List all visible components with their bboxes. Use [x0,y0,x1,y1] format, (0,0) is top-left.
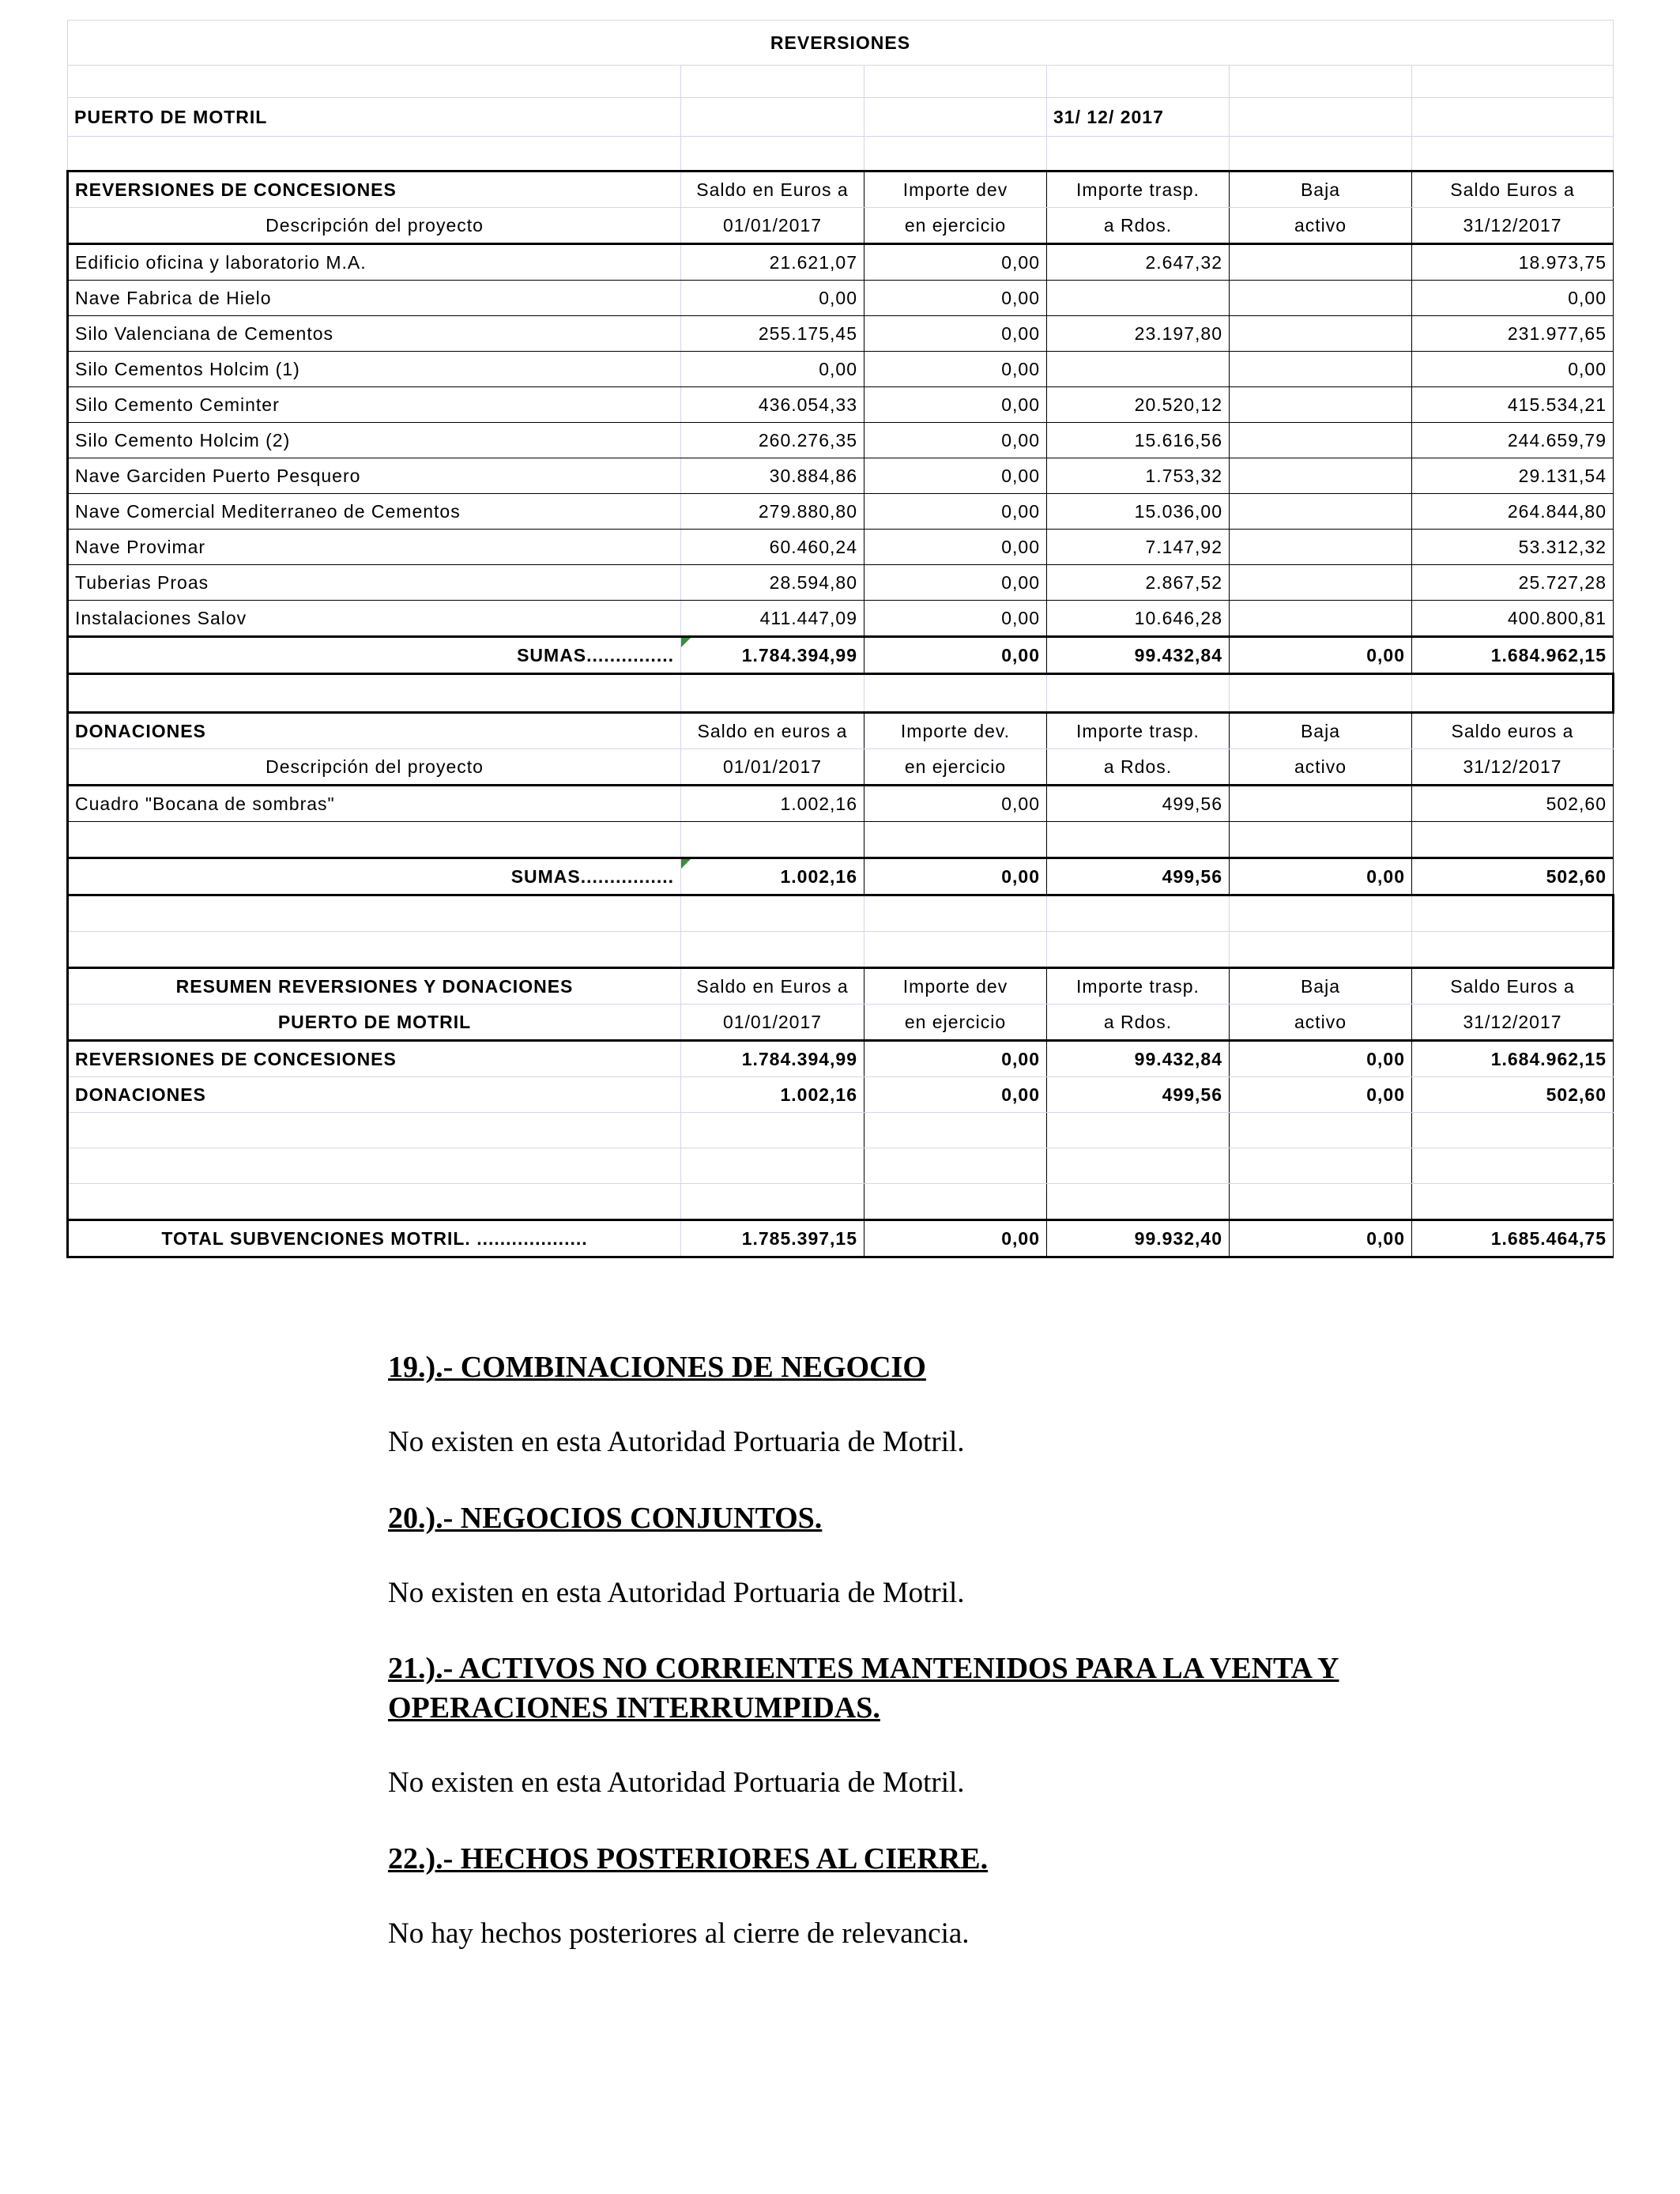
donaciones-col-subheader: 31/12/2017 [1412,749,1614,786]
table-cell [864,137,1047,172]
table-cell [1047,895,1230,932]
table-cell [1412,932,1614,968]
total-value: 0,00 [864,1220,1047,1257]
table-cell [1412,822,1614,858]
concesiones-row-value [1230,352,1412,387]
table-cell [1047,66,1230,98]
donaciones-col-header: Importe trasp. [1047,713,1230,749]
concesiones-row-value: 53.312,32 [1412,530,1614,565]
concesiones-row-value: 23.197,80 [1047,316,1230,352]
table-row [68,1220,1614,1257]
resumen-heading: RESUMEN REVERSIONES Y DONACIONES [68,968,681,1005]
donaciones-sums-value: 0,00 [864,858,1047,895]
concesiones-row-value: 244.659,79 [1412,423,1614,458]
table-row [68,66,1614,98]
table-row [68,530,1614,565]
total-value: 99.932,40 [1047,1220,1230,1257]
concesiones-row-value: 260.276,35 [681,423,864,458]
concesiones-row-value: 264.844,80 [1412,494,1614,530]
table-row [68,1148,1614,1184]
table-cell [68,895,681,932]
concesiones-row-label: Silo Valenciana de Cementos [68,316,681,352]
concesiones-row-value: 1.753,32 [1047,458,1230,494]
concesiones-row-value: 279.880,80 [681,494,864,530]
note-heading-20: 20.).- NEGOCIOS CONJUNTOS. [388,1502,823,1535]
donaciones-col-subheader: a Rdos. [1047,749,1230,786]
table-cell [68,1113,681,1148]
donaciones-row-value: 1.002,16 [681,786,864,822]
table-row [68,674,1614,713]
resumen-row-value: 499,56 [1047,1077,1230,1113]
concesiones-row-value [1230,601,1412,637]
resumen-col-subheader: en ejercicio [864,1005,1047,1041]
concesiones-row-value: 0,00 [864,316,1047,352]
concesiones-row-value [1230,316,1412,352]
table-row [68,968,1614,1005]
concesiones-row-value: 2.647,32 [1047,244,1230,281]
table-row [68,1077,1614,1113]
concesiones-row-label: Nave Garciden Puerto Pesquero [68,458,681,494]
table-row [68,137,1614,172]
concesiones-row-label: Nave Fabrica de Hielo [68,281,681,316]
concesiones-heading: REVERSIONES DE CONCESIONES [68,172,681,208]
concesiones-row-value: 255.175,45 [681,316,864,352]
resumen-col-subheader: activo [1230,1005,1412,1041]
concesiones-row-value: 28.594,80 [681,565,864,601]
table-cell [1412,1148,1614,1184]
table-cell [1230,822,1412,858]
concesiones-row-label: Silo Cemento Ceminter [68,387,681,423]
resumen-row-value: 0,00 [864,1077,1047,1113]
donaciones-sums-value: 502,60 [1412,858,1614,895]
table-cell [1047,932,1230,968]
total-label: TOTAL SUBVENCIONES MOTRIL. ................... [68,1220,681,1257]
table-row [68,1005,1614,1041]
table-cell [681,137,864,172]
note-heading-19: 19.).- COMBINACIONES DE NEGOCIO [388,1351,926,1384]
table-cell [681,674,864,713]
concesiones-row-label: Nave Provimar [68,530,681,565]
table-cell [68,1148,681,1184]
table-row [68,1041,1614,1077]
table-cell [1412,98,1614,137]
table-row [68,895,1614,932]
table-row [68,316,1614,352]
donaciones-col-subheader: activo [1230,749,1412,786]
table-cell [1412,137,1614,172]
table-row [68,637,1614,674]
table-row [68,1184,1614,1220]
concesiones-row-value: 0,00 [864,494,1047,530]
table-cell [1047,822,1230,858]
concesiones-row-value: 0,00 [864,387,1047,423]
table-cell [864,66,1047,98]
concesiones-row-value: 0,00 [864,281,1047,316]
donaciones-desc-header: Descripción del proyecto [68,749,681,786]
note-heading-21: 21.).- ACTIVOS NO CORRIENTES MANTENIDOS PARA LA VENTA Y OPERACIONES INTERRUMPIDAS. [388,1652,1339,1725]
table-row [68,281,1614,316]
table-cell [1230,674,1412,713]
table-row [68,749,1614,786]
concesiones-row-value: 60.460,24 [681,530,864,565]
concesiones-row-value [1230,530,1412,565]
donaciones-sums-value: 0,00 [1230,858,1412,895]
table-cell [1412,66,1614,98]
donaciones-col-subheader: en ejercicio [864,749,1047,786]
concesiones-sums-value: 0,00 [1230,637,1412,674]
donaciones-row-value: 502,60 [1412,786,1614,822]
concesiones-desc-header: Descripción del proyecto [68,208,681,244]
total-value: 1.785.397,15 [681,1220,864,1257]
concesiones-row-value: 231.977,65 [1412,316,1614,352]
concesiones-row-label: Edificio oficina y laboratorio M.A. [68,244,681,281]
donaciones-sums-label: SUMAS................ [68,858,681,895]
concesiones-row-value: 0,00 [864,458,1047,494]
concesiones-row-value: 15.616,56 [1047,423,1230,458]
table-cell [1230,895,1412,932]
concesiones-row-value: 0,00 [864,352,1047,387]
concesiones-row-value: 18.973,75 [1412,244,1614,281]
note-text-20: No existen en esta Autoridad Portuaria de Motril. [388,1577,965,1609]
resumen-col-subheader: 01/01/2017 [681,1005,864,1041]
sheet-title: REVERSIONES [68,21,1614,66]
table-row [68,458,1614,494]
table-cell [681,1184,864,1220]
donaciones-col-subheader: 01/01/2017 [681,749,864,786]
concesiones-sums-value: 0,00 [864,637,1047,674]
total-value: 0,00 [1230,1220,1412,1257]
table-cell [681,932,864,968]
table-cell [1230,1113,1412,1148]
resumen-col-header: Baja [1230,968,1412,1005]
table-cell [864,1148,1047,1184]
table-row [68,494,1614,530]
concesiones-row-value: 0,00 [1412,352,1614,387]
donaciones-heading: DONACIONES [68,713,681,749]
resumen-row-value: 0,00 [864,1041,1047,1077]
donaciones-row-value: 499,56 [1047,786,1230,822]
concesiones-col-subheader: 01/01/2017 [681,208,864,244]
table-cell [864,1113,1047,1148]
table-cell [1047,674,1230,713]
resumen-row-value: 0,00 [1230,1041,1412,1077]
table-cell [681,822,864,858]
donaciones-sums-value: 1.002,16 [681,858,864,895]
concesiones-row-value: 0,00 [864,565,1047,601]
donaciones-row-value [1230,786,1412,822]
donaciones-col-header: Saldo euros a [1412,713,1614,749]
concesiones-row-value [1047,281,1230,316]
concesiones-col-subheader: 31/12/2017 [1412,208,1614,244]
table-cell [1047,1184,1230,1220]
resumen-col-header: Saldo en Euros a [681,968,864,1005]
concesiones-sums-label: SUMAS............... [68,637,681,674]
table-cell [68,932,681,968]
resumen-row-value: 99.432,84 [1047,1041,1230,1077]
table-row [68,786,1614,822]
note-heading-22: 22.).- HECHOS POSTERIORES AL CIERRE. [388,1842,989,1875]
concesiones-row-value: 400.800,81 [1412,601,1614,637]
resumen-desc-header: PUERTO DE MOTRIL [68,1005,681,1041]
table-cell [864,822,1047,858]
resumen-col-subheader: a Rdos. [1047,1005,1230,1041]
concesiones-row-value: 10.646,28 [1047,601,1230,637]
note-text-21: No existen en esta Autoridad Portuaria de Motril. [388,1766,965,1799]
resumen-row-value: 0,00 [1230,1077,1412,1113]
table-cell [864,98,1047,137]
table-cell [1047,137,1230,172]
table-cell [1412,674,1614,713]
concesiones-row-value: 0,00 [864,423,1047,458]
concesiones-row-value: 7.147,92 [1047,530,1230,565]
resumen-row-value: 1.684.962,15 [1412,1041,1614,1077]
concesiones-sums-value: 1.684.962,15 [1412,637,1614,674]
table-row [68,423,1614,458]
table-row [68,352,1614,387]
table-cell [681,895,864,932]
concesiones-row-label: Silo Cemento Holcim (2) [68,423,681,458]
table-cell [1047,1148,1230,1184]
table-row [68,172,1614,208]
reversiones-spreadsheet [66,20,1612,1258]
table-cell [864,674,1047,713]
table-cell [1412,1113,1614,1148]
table-cell [68,674,681,713]
concesiones-row-value: 0,00 [864,244,1047,281]
donaciones-col-header: Importe dev. [864,713,1047,749]
table-cell [68,66,681,98]
table-cell [681,1148,864,1184]
concesiones-row-value: 0,00 [864,530,1047,565]
table-row [68,244,1614,281]
table-cell [1230,66,1412,98]
concesiones-col-subheader: en ejercicio [864,208,1047,244]
total-value: 1.685.464,75 [1412,1220,1614,1257]
concesiones-row-label: Tuberias Proas [68,565,681,601]
report-date: 31/ 12/ 2017 [1047,98,1230,137]
concesiones-col-header: Saldo en Euros a [681,172,864,208]
concesiones-col-header: Importe dev [864,172,1047,208]
concesiones-row-value [1047,352,1230,387]
table-cell [864,932,1047,968]
table-cell [1412,895,1614,932]
concesiones-sums-value: 99.432,84 [1047,637,1230,674]
concesiones-row-value: 20.520,12 [1047,387,1230,423]
resumen-row-label: REVERSIONES DE CONCESIONES [68,1041,681,1077]
concesiones-row-value [1230,458,1412,494]
table-cell [1230,98,1412,137]
resumen-row-value: 1.784.394,99 [681,1041,864,1077]
concesiones-col-header: Baja [1230,172,1412,208]
concesiones-sums-value: 1.784.394,99 [681,637,864,674]
concesiones-row-value [1230,244,1412,281]
table-row [68,1113,1614,1148]
table-cell [1230,1184,1412,1220]
concesiones-row-value: 436.054,33 [681,387,864,423]
table-row [68,822,1614,858]
table-cell [864,895,1047,932]
concesiones-row-value: 415.534,21 [1412,387,1614,423]
resumen-col-header: Importe trasp. [1047,968,1230,1005]
resumen-row-label: DONACIONES [68,1077,681,1113]
concesiones-row-value [1230,387,1412,423]
table-cell [681,1113,864,1148]
concesiones-row-value: 0,00 [681,352,864,387]
table-row [68,208,1614,244]
table-cell [681,98,864,137]
table-cell [68,822,681,858]
table-cell [1412,1184,1614,1220]
concesiones-row-value [1230,565,1412,601]
notes-section [388,1348,1494,1954]
resumen-col-subheader: 31/12/2017 [1412,1005,1614,1041]
concesiones-row-label: Instalaciones Salov [68,601,681,637]
donaciones-col-header: Baja [1230,713,1412,749]
table-row [68,565,1614,601]
table-cell [1230,932,1412,968]
table-cell [1230,1148,1412,1184]
port-name: PUERTO DE MOTRIL [68,98,681,137]
donaciones-col-header: Saldo en euros a [681,713,864,749]
note-text-19: No existen en esta Autoridad Portuaria de Motril. [388,1426,965,1458]
note-text-22: No hay hechos posteriores al cierre de relevancia. [388,1917,970,1950]
table-cell [1230,137,1412,172]
concesiones-row-label: Nave Comercial Mediterraneo de Cementos [68,494,681,530]
concesiones-row-value [1230,281,1412,316]
concesiones-col-header: Importe trasp. [1047,172,1230,208]
concesiones-col-header: Saldo Euros a [1412,172,1614,208]
donaciones-row-value: 0,00 [864,786,1047,822]
table-cell [68,1184,681,1220]
concesiones-row-value [1230,423,1412,458]
concesiones-row-value: 411.447,09 [681,601,864,637]
resumen-col-header: Importe dev [864,968,1047,1005]
concesiones-row-value: 25.727,28 [1412,565,1614,601]
concesiones-row-value: 15.036,00 [1047,494,1230,530]
table-row [68,601,1614,637]
table-row [68,387,1614,423]
concesiones-row-value: 30.884,86 [681,458,864,494]
table-row [68,98,1614,137]
resumen-row-value: 1.002,16 [681,1077,864,1113]
concesiones-row-value: 0,00 [681,281,864,316]
concesiones-row-value [1230,494,1412,530]
concesiones-col-subheader: a Rdos. [1047,208,1230,244]
table-row [68,21,1614,66]
table-cell [68,137,681,172]
concesiones-row-value: 0,00 [1412,281,1614,316]
concesiones-row-value: 0,00 [864,601,1047,637]
resumen-row-value: 502,60 [1412,1077,1614,1113]
resumen-col-header: Saldo Euros a [1412,968,1614,1005]
concesiones-row-value: 21.621,07 [681,244,864,281]
donaciones-row-label: Cuadro "Bocana de sombras" [68,786,681,822]
reversiones-table [66,20,1614,1258]
table-cell [681,66,864,98]
concesiones-row-label: Silo Cementos Holcim (1) [68,352,681,387]
donaciones-sums-value: 499,56 [1047,858,1230,895]
table-cell [1047,1113,1230,1148]
concesiones-row-value: 29.131,54 [1412,458,1614,494]
concesiones-row-value: 2.867,52 [1047,565,1230,601]
table-row [68,932,1614,968]
table-cell [864,1184,1047,1220]
table-row [68,713,1614,749]
concesiones-col-subheader: activo [1230,208,1412,244]
table-row [68,858,1614,895]
